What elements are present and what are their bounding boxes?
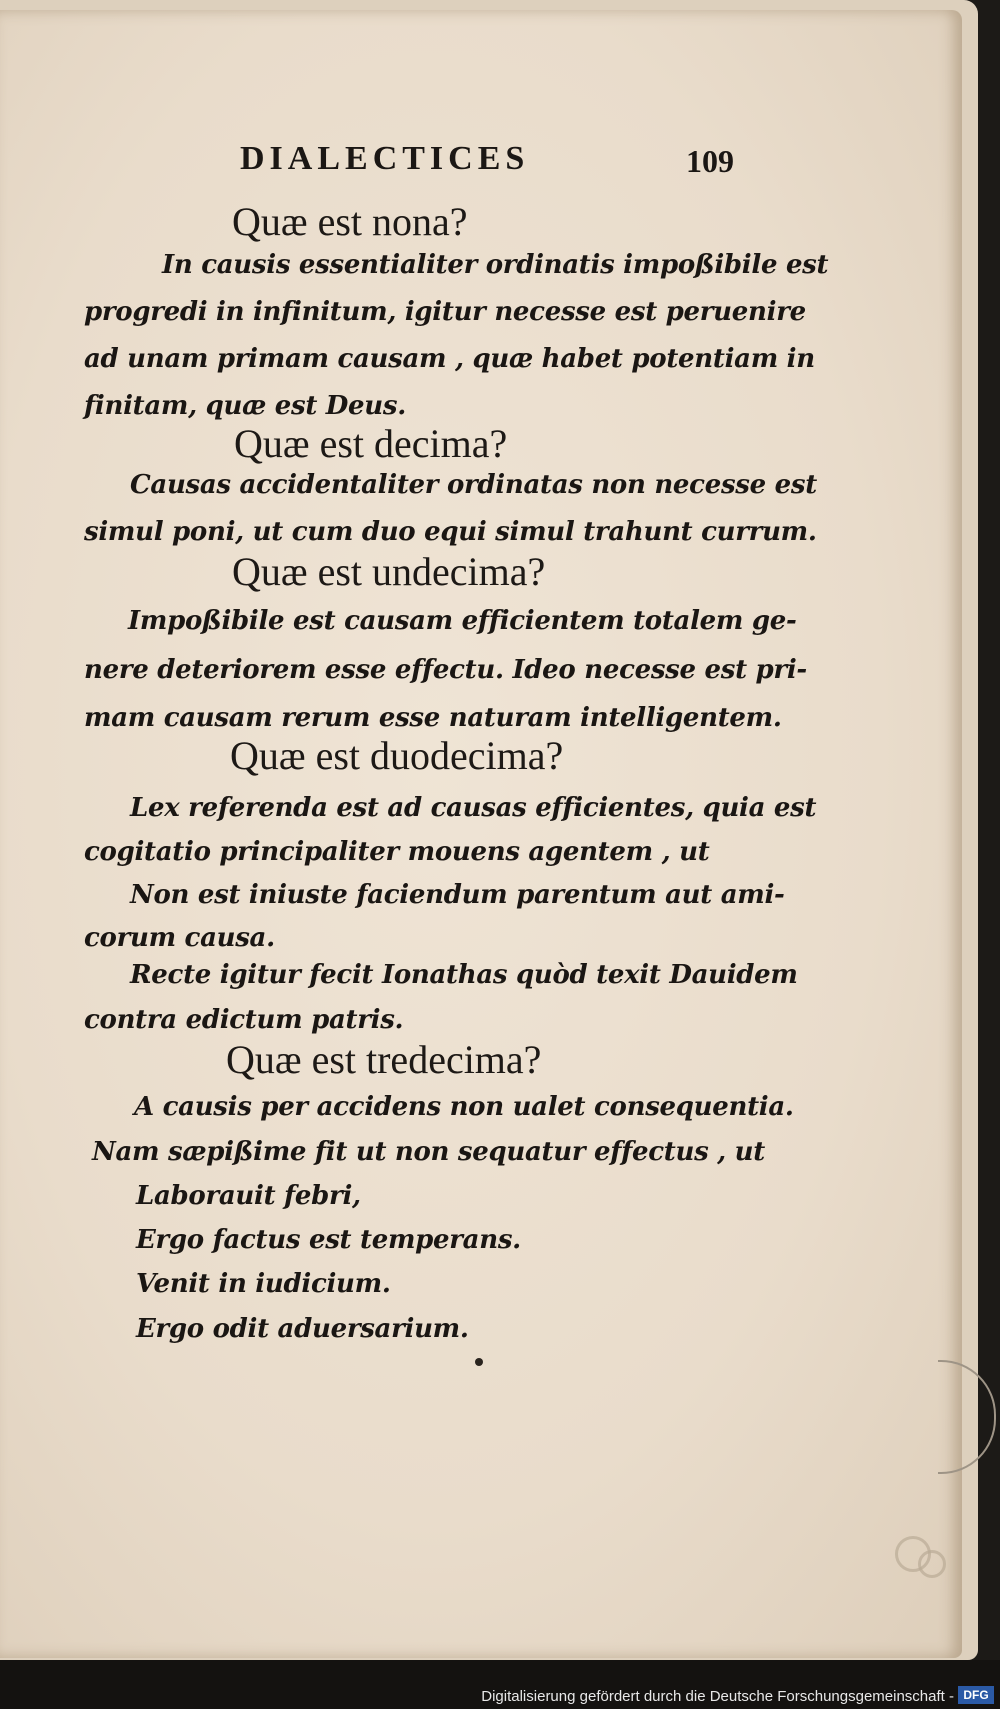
text-line: A causis per accidens non ualet consequentia. (134, 1092, 794, 1122)
ornament-dot (475, 1358, 483, 1366)
text-line: Laborauit febri, (136, 1181, 361, 1211)
text-line: Ergo odit aduersarium. (136, 1314, 469, 1344)
text-line: In causis essentialiter ordinatis impoßibile est (162, 250, 829, 280)
question-heading: Quæ est decima? (234, 421, 508, 466)
text-line: Lex referenda est ad causas efficientes, quia est (130, 793, 817, 823)
question-heading: Quæ est duodecima? (230, 733, 564, 778)
text-line: finitam, quæ est Deus. (84, 391, 406, 421)
text-line: mam causam rerum esse naturam intelligentem. (84, 703, 782, 733)
question-heading: Quæ est tredecima? (226, 1037, 542, 1082)
text-line: simul poni, ut cum duo equi simul trahunt currum. (84, 517, 817, 547)
text-line: corum causa. (84, 923, 275, 953)
text-line: Nam sæpißime fit ut non sequatur effectus , ut (92, 1137, 765, 1167)
dfg-logo: DFG (958, 1686, 994, 1704)
stain-mark (918, 1550, 946, 1578)
question-heading: Quæ est nona? (232, 199, 468, 244)
text-line: contra edictum patris. (84, 1005, 404, 1035)
text-line: Impoßibile est causam efficientem totalem ge- (128, 606, 797, 636)
text-line: ad unam primam causam , quæ habet potentiam in (84, 344, 815, 374)
text-line: cogitatio principaliter mouens agentem , ut (84, 837, 710, 867)
text-line: Recte igitur fecit Ionathas quòd texit Dauidem (130, 960, 798, 990)
text-line: Venit in iudicium. (136, 1269, 391, 1299)
question-heading: Quæ est undecima? (232, 549, 546, 594)
running-head: DIALECTICES (240, 140, 530, 177)
funding-credit: Digitalisierung gefördert durch die Deutsche Forschungsgemeinschaft - (481, 1688, 954, 1705)
text-line: Non est iniuste faciendum parentum aut ami- (130, 880, 785, 910)
clasp-mark (938, 1360, 996, 1474)
text-line: nere deteriorem esse effectu. Ideo necesse est pri- (84, 655, 807, 685)
text-line: Causas accidentaliter ordinatas non necesse est (130, 470, 817, 500)
text-line: progredi in infinitum, igitur necesse est peruenire (84, 297, 806, 327)
page-number: 109 (686, 143, 734, 179)
text-line: Ergo factus est temperans. (136, 1225, 521, 1255)
